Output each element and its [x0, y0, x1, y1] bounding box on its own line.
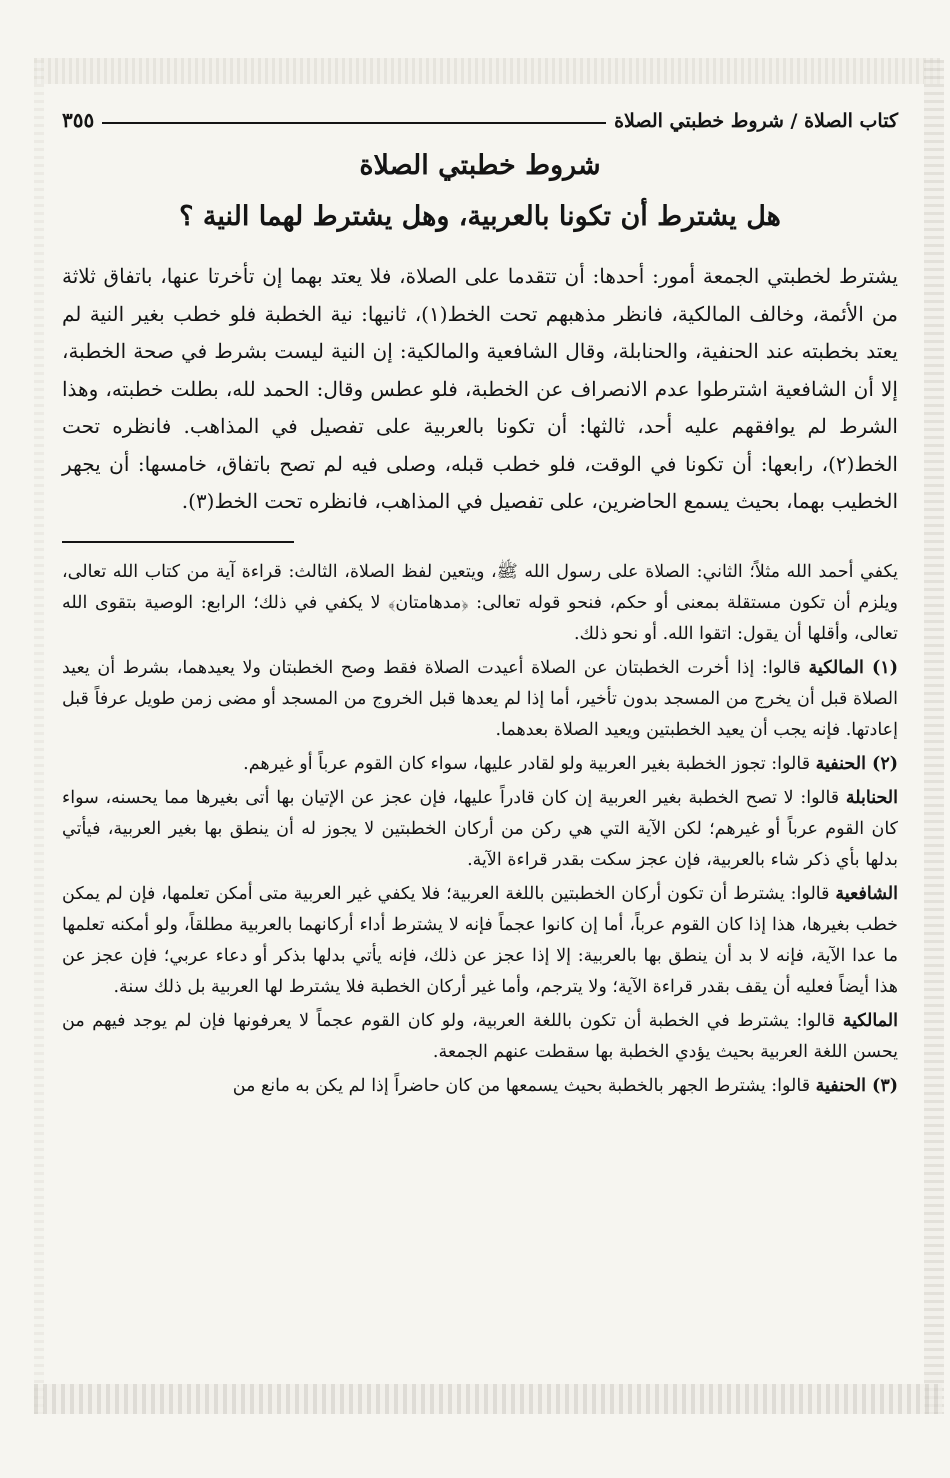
footnote-separator [62, 541, 294, 543]
footnote-paragraph [62, 749, 898, 780]
footnote-paragraph [62, 783, 898, 876]
ornamental-border-bottom [34, 1384, 942, 1414]
footnote-text: قالوا: يشترط في الخطبة أن تكون باللغة العربية، ولو كان القوم عجماً لا يعرفونها فإن لم يوجد فيهم من يحسن اللغة العربية بحيث يؤدي الخطبة بها سقطت عنهم الجمعة. [62, 1010, 898, 1062]
footnote-paragraph [62, 557, 898, 650]
footnote-paragraph [62, 1006, 898, 1068]
footnote-paragraph [62, 879, 898, 1003]
footnote-school-label: المالكية [842, 1010, 898, 1031]
footnote-school-label: (٢) الحنفية [815, 753, 898, 774]
main-paragraph: يشترط لخطبتي الجمعة أمور: أحدها: أن تتقدما على الصلاة، فلا يعتد بهما إن تأخرتا عنها، باتفاق ثلاثة من الأئمة، وخالف المالكية، فانظر مذهبهم تحت الخط(١)، ثانيها: نية الخطبة فلو خطب بغير النية لم يعتد بخطبته عند الحنفية، والحنابلة، وقال الشافعية والمالكية: إن النية ليست بشرط في صحة الخطبة، إلا أن الشافعية اشترطوا عدم الانصراف عن الخطبة، فلو عطس وقال: الحمد لله، بطلت خطبته، وهذا الشرط لم يوافقهم عليه أحد، ثالثها: أن تكونا بالعربية على تفصيل في المذاهب. فانظره تحت الخط(٢)، رابعها: أن تكونا في الوقت، فلو خطب قبله، وصلى فيه لم تصح باتفاق، خامسها: أن يجهر الخطيب بهما، بحيث يسمع الحاضرين، على تفصيل في المذاهب، فانظره تحت الخط(٣). [62, 264, 898, 513]
footnote-paragraph [62, 653, 898, 746]
running-head-title: كتاب الصلاة / شروط خطبتي الصلاة [614, 110, 898, 132]
footnote-school-label: (١) المالكية [808, 657, 898, 678]
section-heading: شروط خطبتي الصلاة [359, 150, 601, 181]
page-number: ٣٥٥ [62, 108, 95, 132]
footnotes [62, 557, 898, 1102]
footnote-text: يكفي أحمد الله مثلاً؛ الثاني: الصلاة على رسول الله ﷺ، ويتعين لفظ الصلاة، الثالث: قراءة آية من كتاب الله تعالى، ويلزم أن تكون مستقلة بمعنى أو حكم، فنحو قوله تعالى: ﴿مدهامتان﴾ لا يكفي في ذلك؛ الرابع: الوصية بتقوى الله تعالى، وأقلها أن يقول: اتقوا الله. أو نحو ذلك. [62, 561, 898, 644]
ornamental-border-right [924, 60, 944, 1414]
ornamental-border-top [34, 58, 940, 84]
footnote-text: قالوا: لا تصح الخطبة بغير العربية إن كان قادراً عليها، فإن عجز عن الإتيان بها أتى بغيرها مما يحسنه، سواء كان القوم عرباً أو غيرهم؛ لكن الآية التي هي ركن من أركان الخطبتين لا يجوز له أن ينطق بها بغير العربية، فيأتي بدلها بأي ذكر شاء بالعربية، فإن عجز سكت بقدر قراءة الآية. [62, 787, 898, 870]
footnote-text: قالوا: يشترط الجهر بالخطبة بحيث يسمعها من كان حاضراً إذا لم يكن به مانع من [232, 1075, 816, 1096]
footnote-school-label: الحنابلة [845, 787, 898, 808]
footnote-paragraph [62, 1071, 898, 1102]
footnote-school-label: الشافعية [835, 883, 898, 904]
footnote-text: قالوا: إذا أخرت الخطبتان عن الصلاة أعيدت الصلاة فقط وصح الخطبتان ولا يعيدهما، بشرط أن يعيد الصلاة قبل أن يخرج من المسجد بدون تأخير، أما إذا لم يعدها قبل الخروج من المسجد أو مضى زمن طويل عرفاً قبل إعادتها. فإنه يجب أن يعيد الخطبتين ويعيد الصلاة بعدهما. [62, 657, 898, 740]
running-head [62, 92, 898, 132]
section-subheading: هل يشترط أن تكونا بالعربية، وهل يشترط لهما النية ؟ [179, 201, 781, 232]
footnote-text: قالوا: يشترط أن تكون أركان الخطبتين باللغة العربية؛ فلا يكفي غير العربية متى أمكن تعلمها، فإن لم يمكن خطب بغيرها، هذا إذا كان القوم عرباً، أما إن كانوا عجماً فإنه لا يشترط أداء أركانهما بالعربية مطلقاً، ولو أمكنه تعلمها ما عدا الآية، فإنه لا بد أن ينطق بها بالعربية: إلا إذا عجز عن ذلك، فإنه يأتي بدلها بذكر أو دعاء عربي؛ فإن عجز عن هذا أيضاً فعليه أن يقف بقدر قراءة الآية؛ ولا يترجم، وأما غير أركان الخطبة فلا يشترط لها العربية بل ذلك سنة. [62, 883, 898, 997]
book-page [62, 92, 898, 1386]
ornamental-border-left [34, 60, 44, 1414]
running-head-rule [102, 122, 606, 124]
footnote-text: قالوا: تجوز الخطبة بغير العربية ولو لقادر عليها، سواء كان القوم عرباً أو غيرهم. [243, 753, 816, 774]
footnote-school-label: (٣) الحنفية [815, 1075, 898, 1096]
